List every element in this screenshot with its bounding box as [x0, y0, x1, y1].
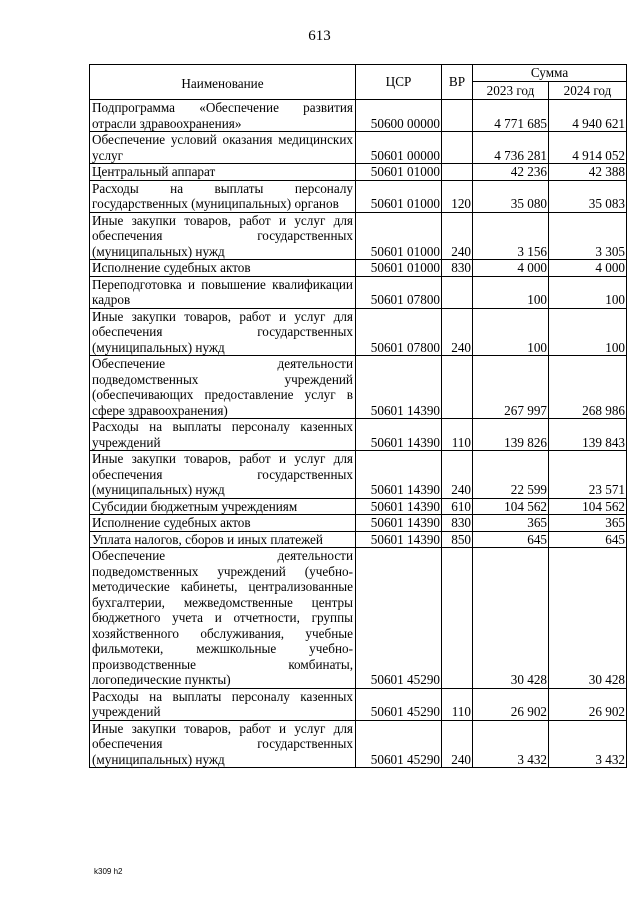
row-sum-2023: 4 000 — [473, 260, 549, 277]
row-name: Исполнение судебных актов — [90, 260, 356, 277]
row-sum-2024: 42 388 — [549, 164, 627, 181]
table-row — [90, 548, 627, 689]
row-name: Расходы на выплаты персоналу казенных учреждений — [90, 688, 356, 720]
row-sum-2023: 22 599 — [473, 451, 549, 499]
row-csr: 50601 14390 — [356, 356, 442, 419]
row-vr: 110 — [442, 419, 473, 451]
row-sum-2024: 4 914 052 — [549, 132, 627, 164]
table-body — [90, 100, 627, 768]
row-name: Иные закупки товаров, работ и услуг для обеспечения государственных (муниципальных) нужд — [90, 308, 356, 356]
row-sum-2024: 23 571 — [549, 451, 627, 499]
row-csr: 50601 45290 — [356, 688, 442, 720]
table-row — [90, 276, 627, 308]
row-csr: 50601 01000 — [356, 164, 442, 181]
row-name: Исполнение судебных актов — [90, 515, 356, 532]
row-sum-2024: 3 432 — [549, 720, 627, 768]
row-sum-2024: 104 562 — [549, 498, 627, 515]
row-csr: 50601 14390 — [356, 531, 442, 548]
row-name: Субсидии бюджетным учреждениям — [90, 498, 356, 515]
row-vr: 120 — [442, 180, 473, 212]
table-header — [90, 65, 627, 100]
row-sum-2024: 26 902 — [549, 688, 627, 720]
row-name: Иные закупки товаров, работ и услуг для обеспечения государственных (муниципальных) нужд — [90, 720, 356, 768]
row-csr: 50601 45290 — [356, 548, 442, 689]
row-sum-2023: 30 428 — [473, 548, 549, 689]
row-sum-2024: 100 — [549, 276, 627, 308]
table-row — [90, 212, 627, 260]
row-name: Обеспечение условий оказания медицинских услуг — [90, 132, 356, 164]
row-sum-2024: 30 428 — [549, 548, 627, 689]
row-csr: 50601 01000 — [356, 180, 442, 212]
row-vr — [442, 548, 473, 689]
row-vr — [442, 276, 473, 308]
header-sum: Сумма — [473, 65, 627, 82]
row-sum-2024: 365 — [549, 515, 627, 532]
header-year-2024: 2024 год — [549, 81, 627, 99]
row-sum-2023: 35 080 — [473, 180, 549, 212]
row-name: Уплата налогов, сборов и иных платежей — [90, 531, 356, 548]
row-sum-2024: 100 — [549, 308, 627, 356]
table-row — [90, 419, 627, 451]
row-vr — [442, 132, 473, 164]
row-csr: 50601 14390 — [356, 451, 442, 499]
row-vr: 110 — [442, 688, 473, 720]
row-vr — [442, 100, 473, 132]
row-csr: 50601 14390 — [356, 419, 442, 451]
row-csr: 50601 01000 — [356, 260, 442, 277]
table-row — [90, 720, 627, 768]
row-sum-2023: 100 — [473, 308, 549, 356]
row-vr: 610 — [442, 498, 473, 515]
row-vr — [442, 356, 473, 419]
row-sum-2024: 35 083 — [549, 180, 627, 212]
row-sum-2023: 267 997 — [473, 356, 549, 419]
row-sum-2023: 4 771 685 — [473, 100, 549, 132]
row-sum-2023: 26 902 — [473, 688, 549, 720]
row-sum-2024: 4 000 — [549, 260, 627, 277]
row-csr: 50601 01000 — [356, 212, 442, 260]
row-vr: 240 — [442, 212, 473, 260]
row-sum-2024: 645 — [549, 531, 627, 548]
header-vr: ВР — [442, 65, 473, 100]
row-name: Иные закупки товаров, работ и услуг для обеспечения государственных (муниципальных) нужд — [90, 451, 356, 499]
row-vr: 830 — [442, 260, 473, 277]
table-row — [90, 260, 627, 277]
row-csr: 50601 07800 — [356, 276, 442, 308]
table-row — [90, 688, 627, 720]
row-sum-2024: 4 940 621 — [549, 100, 627, 132]
header-csr: ЦСР — [356, 65, 442, 100]
table-row — [90, 164, 627, 181]
row-sum-2023: 3 156 — [473, 212, 549, 260]
row-vr — [442, 164, 473, 181]
table-row — [90, 100, 627, 132]
row-sum-2024: 3 305 — [549, 212, 627, 260]
row-sum-2024: 139 843 — [549, 419, 627, 451]
header-year-2023: 2023 год — [473, 81, 549, 99]
row-vr: 830 — [442, 515, 473, 532]
row-name: Переподготовка и повышение квалификации кадров — [90, 276, 356, 308]
row-csr: 50601 14390 — [356, 515, 442, 532]
table-row — [90, 498, 627, 515]
table-row — [90, 132, 627, 164]
row-csr: 50601 07800 — [356, 308, 442, 356]
row-sum-2023: 645 — [473, 531, 549, 548]
table-row — [90, 308, 627, 356]
row-sum-2023: 3 432 — [473, 720, 549, 768]
table-row — [90, 515, 627, 532]
row-sum-2024: 268 986 — [549, 356, 627, 419]
row-sum-2023: 42 236 — [473, 164, 549, 181]
row-csr: 50601 45290 — [356, 720, 442, 768]
row-vr: 850 — [442, 531, 473, 548]
row-name: Расходы на выплаты персоналу государственных (муниципальных) органов — [90, 180, 356, 212]
row-name: Подпрограмма «Обеспечение развития отрасли здравоохранения» — [90, 100, 356, 132]
table-row — [90, 356, 627, 419]
table-row — [90, 451, 627, 499]
row-vr: 240 — [442, 451, 473, 499]
table-row — [90, 180, 627, 212]
row-sum-2023: 365 — [473, 515, 549, 532]
row-name: Обеспечение деятельности подведомственных учреждений (учебно-методические кабинеты, централизованные бухгалтерии, межведомственные центры бюджетного учета и отчетности, группы хозяйственного обслуживания, учебные фильмотеки, межшкольные учебно-производственные комбинаты, логопедические пункты) — [90, 548, 356, 689]
row-csr: 50601 00000 — [356, 132, 442, 164]
budget-table — [89, 64, 627, 768]
row-csr: 50601 14390 — [356, 498, 442, 515]
page-number: 613 — [308, 28, 331, 44]
header-name: Наименование — [90, 65, 356, 100]
row-sum-2023: 104 562 — [473, 498, 549, 515]
row-sum-2023: 100 — [473, 276, 549, 308]
row-name: Центральный аппарат — [90, 164, 356, 181]
row-name: Расходы на выплаты персоналу казенных учреждений — [90, 419, 356, 451]
footer-code: k309 h2 — [94, 867, 123, 876]
row-vr: 240 — [442, 720, 473, 768]
row-name: Обеспечение деятельности подведомственных учреждений (обеспечивающих предоставление услуг в сфере здравоохранения) — [90, 356, 356, 419]
row-name: Иные закупки товаров, работ и услуг для обеспечения государственных (муниципальных) нужд — [90, 212, 356, 260]
row-csr: 50600 00000 — [356, 100, 442, 132]
table-row — [90, 531, 627, 548]
row-sum-2023: 139 826 — [473, 419, 549, 451]
row-sum-2023: 4 736 281 — [473, 132, 549, 164]
row-vr: 240 — [442, 308, 473, 356]
